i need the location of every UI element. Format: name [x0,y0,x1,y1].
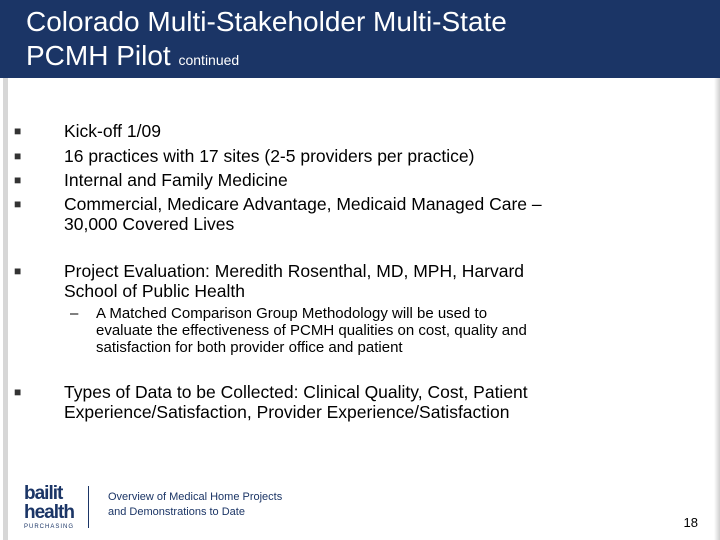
logo-word-2: health [24,502,74,523]
sub-bullet-line-3: satisfaction for both provider office and patient [96,339,403,356]
bullet-text-continued: 30,000 Covered Lives [64,214,235,234]
bullet-text: Project Evaluation: Meredith Rosenthal, MD, MPH, Harvard [64,261,525,281]
square-bullet-icon: ■ [14,385,22,399]
square-bullet-icon: ■ [14,124,22,138]
bullet-item [14,170,624,190]
sub-bullet-item [70,305,636,356]
slide-title [26,5,507,77]
left-accent-rule [3,78,8,540]
bullet-item [14,382,624,422]
square-bullet-icon: ■ [14,197,22,211]
sub-bullet-line-2: evaluate the effectiveness of PCMH qualities on cost, quality and [96,322,527,339]
footer-line-2: and Demonstrations to Date [108,506,245,518]
square-bullet-icon: ■ [14,173,22,187]
bullet-item [14,121,624,141]
sub-bullet-line-1: A Matched Comparison Group Methodology will be used to [96,305,488,322]
page-number: 18 [683,515,698,530]
logo-divider [88,486,89,528]
bullet-item [14,146,624,166]
title-line-2: PCMH Pilot [26,40,171,71]
footer-line-1: Overview of Medical Home Projects [108,491,283,503]
bullet-text-continued: School of Public Health [64,281,245,301]
dash-marker: – [70,305,79,322]
title-suffix: continued [178,52,240,68]
footer-caption [108,490,368,520]
square-bullet-icon: ■ [14,264,22,278]
bullet-text: 16 practices with 17 sites (2-5 providers per practice) [64,146,475,166]
bullet-item [14,194,624,234]
bailit-health-logo [24,484,84,531]
bullet-text-continued: Experience/Satisfaction, Provider Experience/Satisfaction [64,402,510,422]
bullet-item [14,261,624,301]
logo-word-1: bailit [24,483,63,504]
logo-tagline: PURCHASING [24,524,75,530]
bullet-text: Types of Data to be Collected: Clinical Quality, Cost, Patient [64,382,528,402]
bullet-text: Commercial, Medicare Advantage, Medicaid Managed Care – [64,194,542,214]
bullet-text: Kick-off 1/09 [64,121,161,141]
right-edge-shadow [714,78,720,540]
title-line-1: Colorado Multi-Stakeholder Multi-State [26,6,507,37]
bullet-text: Internal and Family Medicine [64,170,288,190]
square-bullet-icon: ■ [14,149,22,163]
title-bar [0,0,720,78]
